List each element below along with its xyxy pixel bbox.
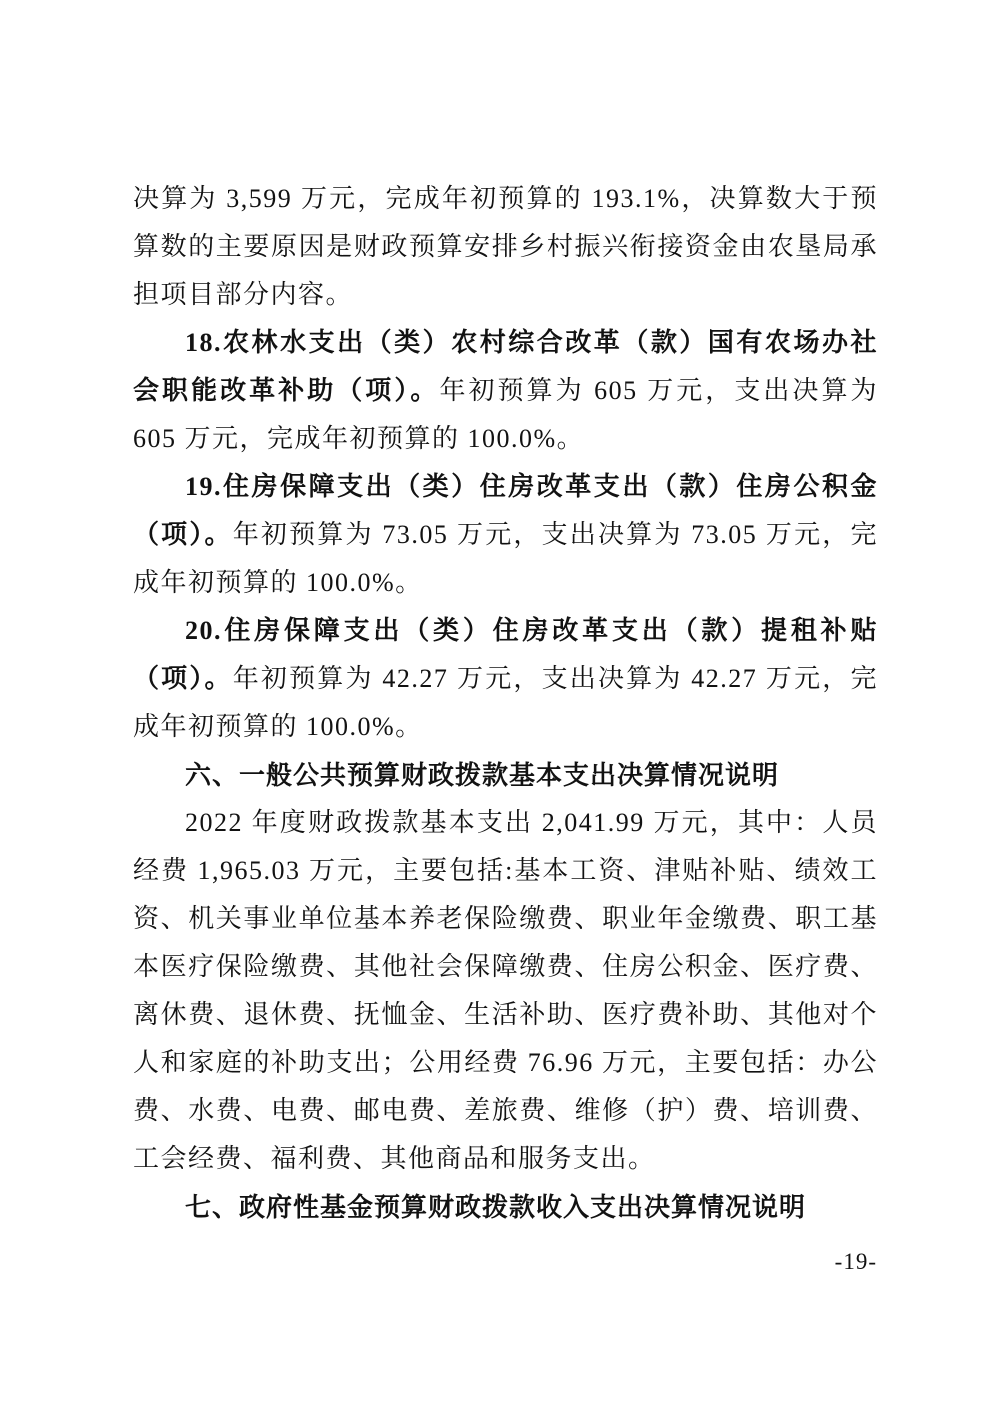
- section-heading: [133, 1183, 878, 1231]
- bold-text-run: 六、一般公共预算财政拨款基本支出决算情况说明: [185, 760, 780, 790]
- paragraph: [133, 607, 878, 751]
- bold-text-run: 19.住房保障支出（类）住房改革支出（款）住房公积金（项）。: [133, 472, 878, 549]
- text-run: 年初预算为 73.05 万元，支出决算为 73.05 万元，完成年初预算的 100.0%。: [133, 520, 878, 597]
- section-heading: [133, 751, 878, 799]
- page-number: -19-: [834, 1249, 877, 1274]
- bold-text-run: 七、政府性基金预算财政拨款收入支出决算情况说明: [185, 1192, 807, 1222]
- document-body: [133, 175, 878, 1231]
- text-run: 年初预算为 42.27 万元，支出决算为 42.27 万元，完成年初预算的 100.0%。: [133, 664, 878, 741]
- paragraph: [133, 319, 878, 463]
- paragraph: [133, 799, 878, 1183]
- bold-text-run: 18.农林水支出（类）农村综合改革（款）国有农场办社会职能改革补助（项）。: [133, 328, 878, 405]
- paragraph: [133, 463, 878, 607]
- bold-text-run: 20.住房保障支出（类）住房改革支出（款）提租补贴（项）。: [133, 616, 878, 693]
- text-run: 2022 年度财政拨款基本支出 2,041.99 万元，其中：人员经费 1,965.03 万元，主要包括:基本工资、津贴补贴、绩效工资、机关事业单位基本养老保险缴费、职业年金缴费、职工基本医疗保险缴费、其他社会保障缴费、住房公积金、医疗费、离休费、退休费、抚恤金、生活补助、医疗费补助、其他对个人和家庭的补助支出；公用经费 76.96 万元，主要包括：办公费、水费、电费、邮电费、差旅费、维修（护）费、培训费、工会经费、福利费、其他商品和服务支出。: [133, 808, 878, 1173]
- text-run: 年初预算为 605 万元，支出决算为 605 万元，完成年初预算的 100.0%。: [133, 376, 878, 453]
- paragraph: [133, 175, 878, 319]
- text-run: 决算为 3,599 万元，完成年初预算的 193.1%，决算数大于预算数的主要原因是财政预算安排乡村振兴衔接资金由农垦局承担项目部分内容。: [133, 184, 878, 309]
